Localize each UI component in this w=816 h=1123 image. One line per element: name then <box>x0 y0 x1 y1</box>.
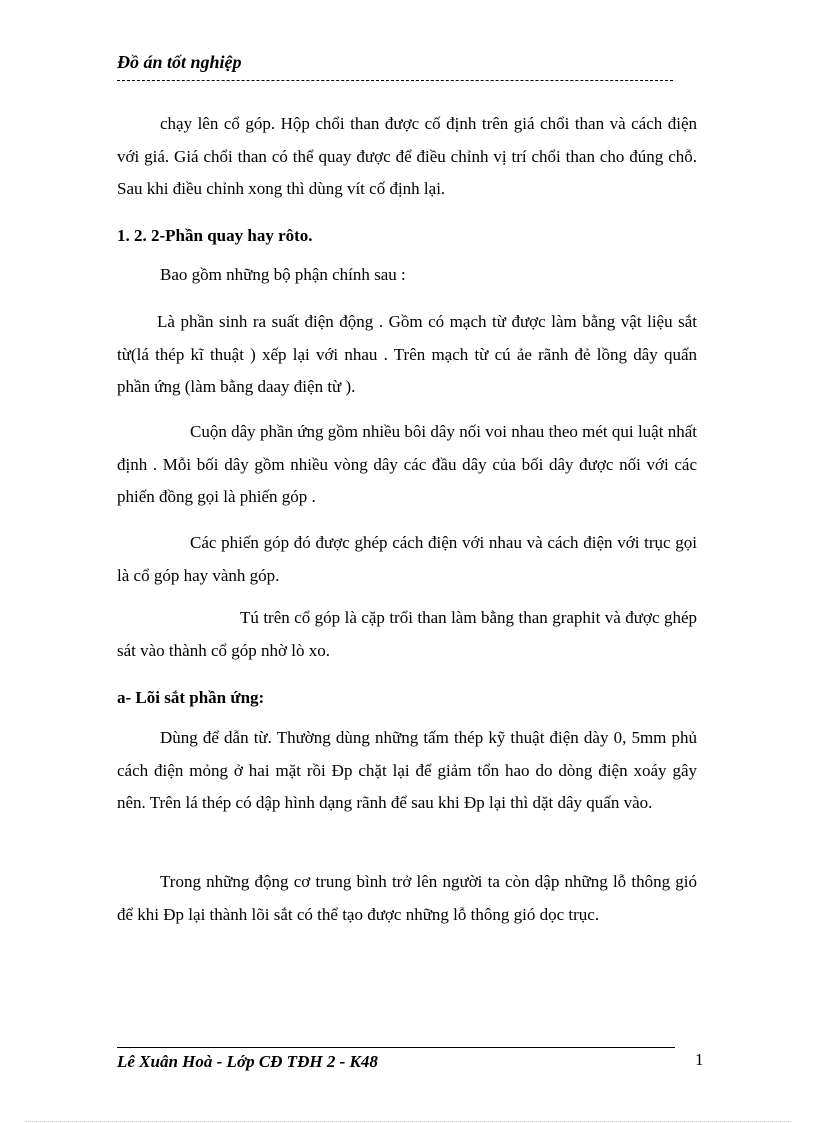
paragraph-ventilation-holes: Trong những động cơ trung bình trở lên người ta còn dập những lỗ thông gió để khi Đp lại thành lõi sắt có thể tạo được những lỗ thông gió dọc trục. <box>117 872 697 924</box>
paragraph-core-laminations: Dùng để dẫn từ. Thường dùng những tấm thép kỹ thuật điện dày 0, 5mm phủ cách điện mỏng ở hai mặt rồi Đp chặt lại để giảm tổn hao do dòng điện xoáy gây nên. Trên lá thép có dập hình dạng rãnh để sau khi Đp lại thì dặt dây quấn vào. <box>117 728 697 812</box>
paragraph-main-parts: Bao gồm những bộ phận chính sau : <box>160 265 406 284</box>
section-heading-rotor: 1. 2. 2-Phần quay hay rôto. <box>117 226 313 245</box>
document-header-title: Đồ án tốt nghiệp <box>117 52 242 72</box>
footer-author: Lê Xuân Hoà - Lớp CĐ TĐH 2 - K48 <box>117 1052 378 1071</box>
footer-divider <box>117 1047 675 1048</box>
paragraph-emf-part: Là phần sinh ra suất điện động . Gồm có mạch từ được làm bằng vật liệu sắt từ(lá thép kĩ thuật ) xếp lại với nhau . Trên mạch từ cú ảe rãnh đẻ lồng dây quấn phần ứng (làm bằng daay điện từ ). <box>117 312 697 396</box>
paragraph-armature-winding: Cuộn dây phần ứng gồm nhiều bôi dây nối voi nhau theo mét qui luật nhất định . Mỗi bối dây gồm nhiều vòng dây các đầu dây của bối dây được nối với các phiến đồng gọi là phiến góp . <box>117 422 697 506</box>
section-heading-armature-core: a- Lõi sắt phần ứng: <box>117 688 265 707</box>
paragraph-carbon-brushes: Tú trên cổ góp là cặp trổi than làm bằng than graphit và được ghép sát vào thành cổ góp nhờ lò xo. <box>117 608 697 660</box>
paragraph-brush-holder: chạy lên cổ góp. Hộp chổi than được cố định trên giá chổi than và cách điện với giá. Giá chổi than có thể quay được để điều chỉnh vị trí chổi than cho đúng chỗ. Sau khi điều chỉnh xong thì dùng vít cố định lại. <box>117 114 697 198</box>
page-bottom-border <box>25 1121 791 1122</box>
paragraph-commutator: Các phiến góp đó được ghép cách điện với nhau và cách điện với trục gọi là cổ góp hay vành góp. <box>117 533 697 585</box>
header-divider <box>117 80 673 81</box>
page-number: 1 <box>695 1050 704 1069</box>
